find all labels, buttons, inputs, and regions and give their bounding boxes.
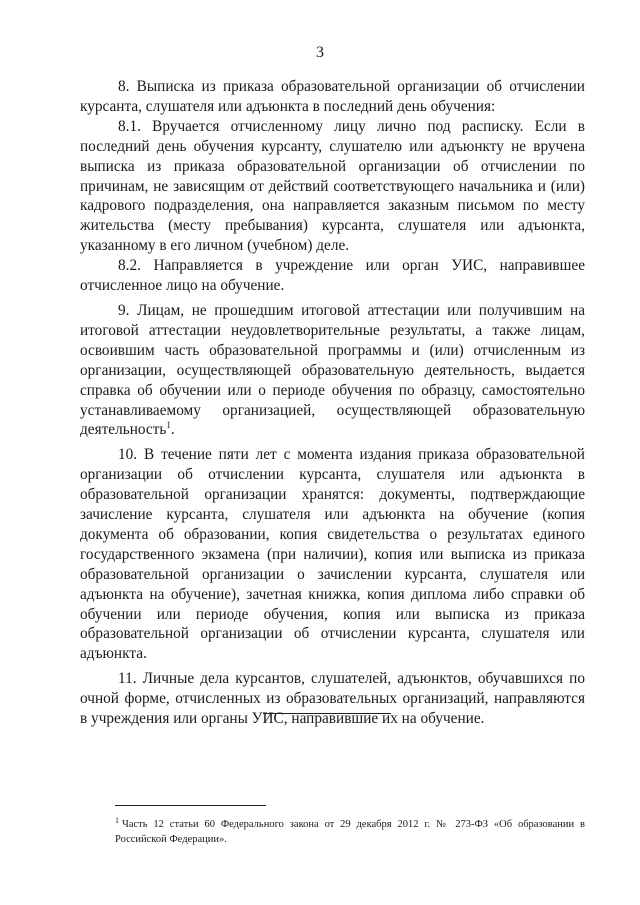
footnote-marker: 1 — [115, 815, 119, 825]
footnote — [115, 817, 585, 847]
footnote-reference[interactable]: 1 — [166, 420, 171, 431]
paragraph-8-2: 8.2. Направляется в учреждение или орган УИС, направившее отчисленное лицо на обучение. — [80, 257, 585, 295]
paragraph-11: 11. Личные дела курсантов, слушателей, адъюнктов, обучавшихся по очной форме, отчисленных из образовательных организаций, направляются в учреждения или органы УИС, направившие их на обучение. — [80, 670, 585, 728]
paragraph-8: 8. Выписка из приказа образовательной организации об отчислении курсанта, слушателя или адъюнкта в последний день обучения: — [80, 78, 585, 115]
page-number: 3 — [316, 44, 324, 61]
end-of-text-rule — [263, 713, 391, 714]
footnote-text: Часть 12 статьи 60 Федерального закона от 29 декабря 2012 г. № 273-ФЗ «Об образовании в Российской Федерации». — [115, 819, 585, 845]
paragraph-9 — [80, 301, 585, 440]
paragraph-8-1: 8.1. Вручается отчисленному лицу лично под расписку. Если в последний день обучения курсанту, слушателю или адъюнкту не вручена выписка из приказа образовательной организации об отчислении по причинам, не зависящим от действий соответствующего начальника и (или) кадрового подразделения, она направляется заказным письмом по месту жительства (месту пребывания) курсанта, слушателя или адъюнкта, указанному в его личном (учебном) деле. — [80, 117, 585, 255]
footnote-separator — [115, 805, 266, 806]
paragraph-9-end: . — [170, 421, 175, 439]
document-body — [80, 77, 585, 729]
paragraph-9-text: 9. Лицам, не прошедшим итоговой аттестации или получившим на итоговой аттестации неудовлетворительные результаты, а также лицам, освоившим часть образовательной программы и (или) отчисленным из организации, осуществляющей образовательную деятельность, выдается справка об обучении или о периоде обучения по образцу, самостоятельно устанавливаемому организацией, осуществляющей образовательную деятельность — [80, 301, 585, 439]
paragraph-10: 10. В течение пяти лет с момента издания приказа образовательной организации об отчислении курсанта, слушателя или адъюнкта в образовательной организации хранятся: документы, подтверждающие зачисление курсанта, слушателя или адъюнкта на обучение (копия документа об образовании, копия свидетельства о результатах единого государственного экзамена (при наличии), копия или выписка из приказа образовательной организации о зачислении курсанта, слушателя или адъюнкта на обучение), зачетная книжка, копия диплома либо справки об обучении или периоде обучения, копия или выписка из приказа образовательной организации об отчислении курсанта, слушателя или адъюнкта. — [80, 446, 585, 663]
